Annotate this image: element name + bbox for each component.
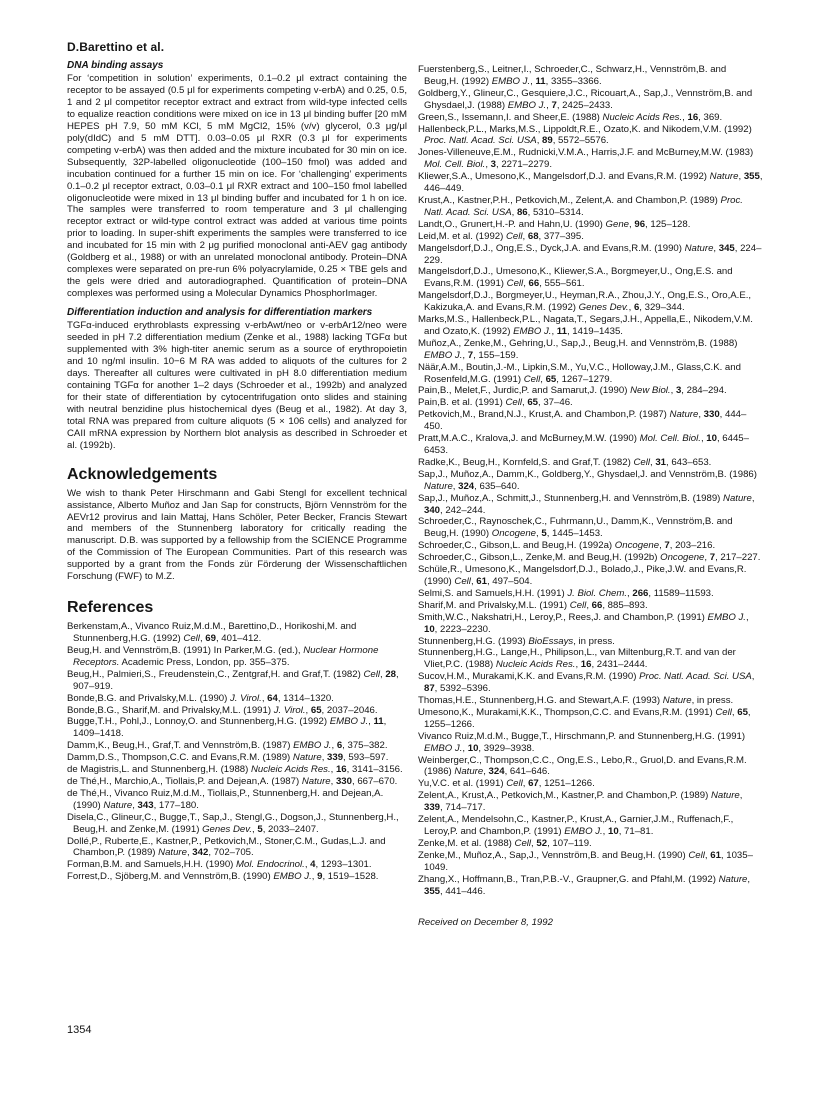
reference-authors: Pain,B. et al. (1991) xyxy=(418,397,506,409)
reference-volume: 343 xyxy=(137,799,154,811)
reference-volume: 340 xyxy=(424,504,441,516)
reference-entry: Bonde,B.G., Sharif,M. and Privalsky,M.L. (1991) J. Virol., 65, 2037–2046. xyxy=(67,704,378,716)
reference-journal: Cell xyxy=(506,230,523,242)
reference-authors: Sap,J., Muñoz,A., Damm,K., Goldberg,Y., Ghysdael,J. and Vennström,B. (1986) xyxy=(418,468,757,480)
reference-authors: Stunnenberg,H.G. (1993) xyxy=(418,635,529,647)
reference-entry: Sap,J., Muñoz,A., Damm,K., Goldberg,Y., Ghysdael,J. and Vennström,B. (1986) Nature, 324, 635–640. xyxy=(418,468,757,492)
reference-authors: Näär,A.M., Boutin,J.-M., Lipkin,S.M., Yu,V.C., Holloway,J.M., Glass,C.K. and Rosenfeld,M.G. (1991) xyxy=(418,361,741,385)
reference-pages: Academic Press, London, pp. 355–375. xyxy=(119,656,290,668)
reference-authors: Radke,K., Beug,H., Kornfeld,S. and Graf,T. (1982) xyxy=(418,456,634,468)
reference-journal: Mol. Cell. Biol. xyxy=(424,159,486,171)
reference-pages: , 107–119. xyxy=(547,837,592,849)
reference-authors: Selmi,S. and Samuels,H.H. (1991) xyxy=(418,587,568,599)
reference-journal: BioEssays xyxy=(528,635,574,647)
section-title-dna-binding: DNA binding assays xyxy=(67,60,164,71)
reference-entry: Schroeder,C., Gibson,L. and Beug,H. (1992a) Oncogene, 7, 203–216. xyxy=(418,540,716,552)
reference-volume: 339 xyxy=(424,802,441,814)
reference-authors: Damm,K., Beug,H., Graf,T. and Vennström,B. (1987) xyxy=(67,740,294,752)
reference-volume: 7 xyxy=(709,552,716,564)
reference-volume: 342 xyxy=(192,847,209,859)
reference-journal: EMBO J. xyxy=(424,349,463,361)
reference-journal: Genes Dev. xyxy=(578,302,629,314)
reference-volume: 6 xyxy=(633,302,640,314)
reference-entry xyxy=(67,645,407,669)
reference-journal: Nature xyxy=(723,492,752,504)
reference-journal: Cell xyxy=(454,575,471,587)
reference-authors: Smith,W.C., Nakshatri,H., Leroy,P., Rees,J. and Chambon,P. (1991) xyxy=(418,611,708,623)
reference-volume: 7 xyxy=(551,99,557,111)
reference-volume: 31 xyxy=(655,456,666,468)
reference-authors: Weinberger,C., Thompson,C.C., Ong,E.S., Lebo,R., Gruol,D. and Evans,R.M. (1986) xyxy=(418,754,747,778)
reference-volume: 266 xyxy=(632,587,649,599)
reference-volume: 64 xyxy=(267,692,278,704)
reference-pages: , 5572–5576. xyxy=(552,135,609,147)
reference-entry: Zenke,M. et al. (1988) Cell, 52, 107–119. xyxy=(418,837,592,849)
reference-entry: Leid,M. et al. (1992) Cell, 68, 377–395. xyxy=(418,230,584,242)
reference-volume: 16 xyxy=(687,111,699,123)
running-header-author: D.Barettino et al. xyxy=(67,40,165,54)
reference-journal: Oncogene xyxy=(660,552,705,564)
reference-pages: , 242–244. xyxy=(440,504,486,516)
reference-volume: 96 xyxy=(634,218,646,230)
reference-entry: Schüle,R., Umesono,K., Mangelsdorf,D.J., Bolado,J., Pike,J.W. and Evans,R. (1990) Cell, 61, 497–504. xyxy=(418,564,747,587)
reference-volume: 10 xyxy=(608,826,619,837)
left-column xyxy=(67,60,407,883)
reference-journal: Mol. Endocrinol. xyxy=(236,859,305,871)
reference-entry: Pain,B., Melet,F., Jurdic,P. and Samarut,J. (1990) New Biol., 3, 284–294. xyxy=(418,385,727,397)
reference-authors: Zenke,M. et al. (1988) xyxy=(418,837,515,849)
reference-pages: , 885–893. xyxy=(602,599,648,611)
reference-journal: Cell xyxy=(506,278,524,290)
reference-volume: 330 xyxy=(703,409,720,421)
reference-authors: Landt,O., Grunert,H.-P. and Hahn,U. (1990) xyxy=(418,218,606,230)
reference-pages: , 375–382. xyxy=(342,740,388,752)
reference-pages: , 2431–2444. xyxy=(591,659,648,671)
reference-entry: Selmi,S. and Samuels,H.H. (1991) J. Biol. Chem., 266, 11589–11593. xyxy=(418,587,714,599)
acknowledgements-text: We wish to thank Peter Hirschmann and Gabi Stengl for excellent technical assistance, Alberto Muñoz and Jan Sap for constructs, Björn Vennström for the AEVr12 provirus and Iain Mattaj, Hans Schöler, Peter Becker, Francis Stewart and members of the Stunnenberg laboratory for critically reading the manuscript. D.B. was supported by a fellowship from the SCIENCE Programme of the Commission of The European Communities. Part of this research was supported by a grant from the Fonds zür Förderung der Wissenschaftlichen Forschung (FWF) to M.Z. xyxy=(67,487,407,583)
reference-journal: EMBO J. xyxy=(293,740,332,752)
reference-journal: Cell xyxy=(506,778,523,790)
reference-entry: Damm,K., Beug,H., Graf,T. and Vennström,B. (1987) EMBO J., 6, 375–382. xyxy=(67,740,388,752)
reference-pages: , 5310–5314. xyxy=(527,206,584,218)
reference-authors: Schroeder,C., Gibson,L. and Beug,H. (1992a) xyxy=(418,540,615,552)
reference-journal: Nuclear Hormone Receptors. xyxy=(73,645,379,668)
reference-pages: , 635–640. xyxy=(474,480,520,492)
reference-entry: Sap,J., Muñoz,A., Schmitt,J., Stunnenberg,H. and Vennström,B. (1989) Nature, 340, 242–244. xyxy=(418,492,755,516)
reference-volume: 3 xyxy=(490,159,496,171)
reference-journal: Proc. Natl. Acad. Sci. USA xyxy=(424,194,743,218)
reference-entry: Goldberg,Y., Glineur,C., Gesquiere,J.C., Ricouart,A., Sap,J., Vennström,B. and Ghysdael,J. (1988) EMBO J., 7, 2425–2433. xyxy=(418,87,753,111)
reference-journal: Proc. Natl. Acad. Sci. USA xyxy=(424,135,537,147)
reference-pages: , 1255–1266. xyxy=(424,706,751,730)
reference-authors: Beug,H. and Vennström,B. (1991) In Parker,M.G. (ed.), xyxy=(67,645,304,657)
reference-journal: Nature xyxy=(718,873,748,885)
reference-journal: Cell xyxy=(183,633,200,645)
reference-entry: Bugge,T.H., Pohl,J., Lonnoy,O. and Stunnenberg,H.G. (1992) EMBO J., 11, 1409–1418. xyxy=(67,716,387,740)
reference-volume: 7 xyxy=(664,540,670,552)
reference-volume: 6 xyxy=(336,740,343,752)
reference-journal: Nucleic Acids Res. xyxy=(602,111,683,123)
reference-pages: , 155–159. xyxy=(473,349,519,361)
reference-volume: 10 xyxy=(706,433,717,445)
reference-authors: Sap,J., Muñoz,A., Schmitt,J., Stunnenberg,H. and Vennström,B. (1989) xyxy=(418,492,724,504)
reference-journal: EMBO J. xyxy=(507,99,547,111)
reference-volume: 65 xyxy=(545,373,557,385)
reference-entry: Umesono,K., Murakami,K.K., Thompson,C.C. and Evans,R.M. (1991) Cell, 65, 1255–1266. xyxy=(418,706,751,730)
reference-journal: Nature xyxy=(424,480,453,492)
reference-volume: 5 xyxy=(257,823,263,835)
reference-volume: 11 xyxy=(556,325,567,337)
reference-pages: , 329–344. xyxy=(639,302,685,314)
reference-volume: 5 xyxy=(541,528,547,540)
reference-volume: 3 xyxy=(675,385,682,397)
reference-pages: , 593–597. xyxy=(343,752,389,764)
reference-authors: Forrest,D., Sjöberg,M. and Vennström,B. (1990) xyxy=(67,871,274,883)
reference-volume: 87 xyxy=(424,683,435,695)
reference-pages: , 2425–2433. xyxy=(556,99,613,111)
reference-entry: Hallenbeck,P.L., Marks,M.S., Lippoldt,R.E., Ozato,K. and Nikodem,V.M. (1992) Proc. Natl. Acad. Sci. USA, 89, 5572–5576. xyxy=(418,123,752,147)
reference-entry: Sharif,M. and Privalsky,M.L. (1991) Cell, 66, 885–893. xyxy=(418,599,648,611)
reference-authors: Petkovich,M., Brand,N.J., Krust,A. and Chambon,P. (1987) xyxy=(418,409,670,421)
reference-journal: New Biol. xyxy=(630,385,671,397)
reference-pages: , 284–294. xyxy=(681,385,727,397)
reference-journal: Oncogene xyxy=(614,540,660,552)
reference-entry: Muñoz,A., Zenke,M., Gehring,U., Sap,J., Beug,H. and Vennström,B. (1988) EMBO J., 7, 155–159. xyxy=(418,337,738,361)
reference-authors: Yu,V.C. et al. (1991) xyxy=(418,778,507,790)
reference-authors: Dollé,P., Ruberte,E., Kastner,P., Petkovich,M., Stoner,C.M., Gudas,L.J. and Chambon,P. (1989) xyxy=(67,835,386,859)
reference-entry: Weinberger,C., Thompson,C.C., Ong,E.S., Lebo,R., Gruol,D. and Evans,R.M. (1986) Nature, 324, 641–646. xyxy=(418,754,747,778)
reference-pages: , 377–395. xyxy=(538,230,584,242)
reference-volume: 28 xyxy=(385,668,397,680)
reference-volume: 11 xyxy=(373,716,384,728)
reference-pages: , 3141–3156. xyxy=(346,764,403,776)
reference-authors: Goldberg,Y., Glineur,C., Gesquiere,J.C., Ricouart,A., Sap,J., Vennström,B. and Ghysdael,J. (1988) xyxy=(418,87,753,111)
reference-entry: Stunnenberg,H.G., Lange,H., Philipson,L., van Miltenburg,R.T. and van der Vliet,P.C. (1988) Nucleic Acids Res., 16, 2431–2444. xyxy=(418,647,736,671)
reference-authors: Muñoz,A., Zenke,M., Gehring,U., Sap,J., Beug,H. and Vennström,B. (1988) xyxy=(418,337,738,349)
reference-entry: Zelent,A., Mendelsohn,C., Kastner,P., Krust,A., Garnier,J.M., Ruffenach,F., Leroy,P. and Chambon,P. (1991) EMBO J., 10, 71–81. xyxy=(418,814,734,837)
reference-pages: , 641–646. xyxy=(504,766,550,778)
references-heading: References xyxy=(67,599,154,617)
reference-pages: , 1267–1279. xyxy=(556,373,613,385)
reference-authors: Vivanco Ruiz,M.d.M., Bugge,T., Hirschmann,P. and Stunnenberg,H.G. (1991) xyxy=(418,730,746,742)
reference-pages: , in press. xyxy=(573,635,615,647)
reference-volume: 66 xyxy=(591,599,603,611)
reference-authors: Bonde,B.G. and Privalsky,M.L. (1990) xyxy=(67,692,230,704)
reference-authors: Bugge,T.H., Pohl,J., Lonnoy,O. and Stunnenberg,H.G. (1992) xyxy=(67,716,330,728)
reference-pages: , 203–216. xyxy=(669,540,716,552)
reference-authors: Zelent,A., Mendelsohn,C., Kastner,P., Krust,A., Garnier,J.M., Ruffenach,F., Leroy,P. and Chambon,P. (1991) xyxy=(418,814,734,837)
reference-entry xyxy=(418,636,763,648)
acknowledgements-heading: Acknowledgements xyxy=(67,465,218,483)
reference-authors: Leid,M. et al. (1992) xyxy=(418,230,506,242)
reference-authors: Sucov,H.M., Murakami,K.K. and Evans,R.M. (1990) xyxy=(418,671,640,683)
reference-entry: Green,S., Issemann,I. and Sheer,E. (1988) Nucleic Acids Res., 16, 369. xyxy=(418,111,723,123)
reference-entry: Pain,B. et al. (1991) Cell, 65, 37–46. xyxy=(418,397,573,409)
reference-journal: Mol. Cell. Biol. xyxy=(639,433,701,445)
reference-entry: Schroeder,C., Gibson,L., Zenke,M. and Beug,H. (1992b) Oncogene, 7, 217–227. xyxy=(418,552,761,564)
reference-entry: Landt,O., Grunert,H.-P. and Hahn,U. (1990) Gene, 96, 125–128. xyxy=(418,218,691,230)
reference-volume: 7 xyxy=(467,349,474,361)
reference-volume: 67 xyxy=(528,778,539,790)
reference-pages: , 177–180. xyxy=(153,799,199,811)
reference-volume: 324 xyxy=(458,480,475,492)
reference-pages: , 441–446. xyxy=(440,885,486,897)
reference-pages: , 555–561. xyxy=(539,278,585,290)
reference-authors: Pratt,M.A.C., Kralova,J. and McBurney,M.W. (1990) xyxy=(418,433,640,445)
reference-pages: , 1251–1266. xyxy=(538,778,595,790)
reference-journal: Genes Dev. xyxy=(202,823,253,835)
reference-authors: Kliewer,S.A., Umesono,K., Mangelsdorf,D.J. and Evans,R.M. (1992) xyxy=(418,171,710,183)
reference-journal: Nature xyxy=(662,695,692,707)
reference-entry: Fuerstenberg,S., Leitner,I., Schroeder,C., Schwarz,H., Vennström,B. and Beug,H. (1992) EMBO J., 11, 3355–3366. xyxy=(418,64,727,87)
reference-entry: Vivanco Ruiz,M.d.M., Bugge,T., Hirschmann,P. and Stunnenberg,H.G. (1991) EMBO J., 10, 3929–3938. xyxy=(418,730,746,754)
reference-pages: , 1314–1320. xyxy=(277,692,334,704)
reference-entry: Kliewer,S.A., Umesono,K., Mangelsdorf,D.J. and Evans,R.M. (1992) Nature, 355, 446–449. xyxy=(418,171,763,195)
reference-authors: Krust,A., Kastner,P.H., Petkovich,M., Zelent,A. and Chambon,P. (1989) xyxy=(418,194,721,206)
reference-entry: Zhang,X., Hoffmann,B., Tran,P.B.-V., Graupner,G. and Pfahl,M. (1992) Nature, 355, 441–446. xyxy=(418,873,751,897)
reference-pages: , 125–128. xyxy=(645,218,691,230)
reference-volume: 69 xyxy=(205,633,216,645)
reference-pages: , 224–229. xyxy=(424,242,762,266)
reference-pages: , 6445–6453. xyxy=(424,433,749,456)
reference-pages: , 444–450. xyxy=(424,409,747,433)
reference-authors: Mangelsdorf,D.J., Ong,E.S., Dyck,J.A. and Evans,R.M. (1990) xyxy=(418,242,685,254)
reference-journal: Nature xyxy=(301,776,331,787)
reference-pages: , 2271–2279. xyxy=(496,159,553,171)
reference-pages: , 714–717. xyxy=(440,802,486,814)
reference-pages: , 37–46. xyxy=(538,397,573,409)
reference-journal: Cell xyxy=(514,837,532,849)
section-title-differentiation: Differentiation induction and analysis for differentiation markers xyxy=(67,307,373,319)
reference-authors: Fuerstenberg,S., Leitner,I., Schroeder,C., Schwarz,H., Vennström,B. and Beug,H. (1992) xyxy=(418,64,727,87)
reference-entry: Näär,A.M., Boutin,J.-M., Lipkin,S.M., Yu,V.C., Holloway,J.M., Glass,C.K. and Rosenfeld,M.G. (1991) Cell, 65, 1267–1279. xyxy=(418,361,741,385)
reference-authors: Zenke,M., Muñoz,A., Sap,J., Vennström,B. and Beug,H. (1990) xyxy=(418,849,689,861)
reference-volume: 355 xyxy=(743,171,760,183)
reference-entry: de Thé,H., Vivanco Ruiz,M.d.M., Tiollais,P., Stunnenberg,H. and Dejean,A. (1990) Nature, 343, 177–180. xyxy=(67,787,384,811)
reference-authors: Hallenbeck,P.L., Marks,M.S., Lippoldt,R.E., Ozato,K. and Nikodem,V.M. (1992) xyxy=(418,123,752,135)
reference-journal: Cell xyxy=(715,706,732,718)
reference-volume: 86 xyxy=(516,206,528,218)
reference-volume: 11 xyxy=(535,75,546,87)
reference-pages: , 3355–3366. xyxy=(545,75,602,87)
reference-entry xyxy=(418,695,763,707)
reference-journal: EMBO J. xyxy=(707,611,746,623)
reference-journal: Cell xyxy=(688,849,705,861)
reference-journal: Cell xyxy=(633,456,650,468)
reference-volume: 339 xyxy=(327,752,344,764)
reference-pages: , 2033–2407. xyxy=(262,823,319,835)
reference-journal: Cell xyxy=(523,373,541,385)
reference-entry: Jones-Villeneuve,E.M., Rudnicki,V.M.A., Harris,J.F. and McBurney,M.W. (1983) Mol. Cell. Biol., 3, 2271–2279. xyxy=(418,147,754,171)
reference-volume: 65 xyxy=(310,704,322,716)
reference-journal: J. Virol. xyxy=(230,692,262,704)
reference-volume: 16 xyxy=(335,764,347,776)
reference-entry: Forrest,D., Sjöberg,M. and Vennström,B. (1990) EMBO J., 9, 1519–1528. xyxy=(67,871,379,883)
reference-volume: 10 xyxy=(467,742,479,754)
reference-entry: Berkenstam,A., Vivanco Ruiz,M.d.M., Barettino,D., Horikoshi,M. and Stunnenberg,H.G. (1992) Cell, 69, 401–412. xyxy=(67,621,357,645)
reference-pages: , 1445–1453. xyxy=(546,528,603,540)
reference-entry: Mangelsdorf,D.J., Ong,E.S., Dyck,J.A. and Evans,R.M. (1990) Nature, 345, 224–229. xyxy=(418,242,762,266)
page-number: 1354 xyxy=(67,1024,92,1036)
reference-journal: Nature xyxy=(454,766,484,778)
reference-authors: Mangelsdorf,D.J., Borgmeyer,U., Heyman,R.A., Zhou,J.Y., Ong,E.S., Oro,A.E., Kakizuka,A. and Evans,R.M. (1992) xyxy=(418,290,752,314)
reference-journal: EMBO J. xyxy=(491,75,531,87)
reference-entry: Bonde,B.G. and Privalsky,M.L. (1990) J. Virol., 64, 1314–1320. xyxy=(67,692,334,704)
reference-pages: , 1409–1418. xyxy=(73,716,387,740)
reference-journal: Nature xyxy=(158,847,187,859)
reference-entry: Radke,K., Beug,H., Kornfeld,S. and Graf,T. (1982) Cell, 31, 643–653. xyxy=(418,456,712,468)
received-date: Received on December 8, 1992 xyxy=(418,917,553,929)
reference-pages: , 5392–5396. xyxy=(434,683,491,695)
right-column xyxy=(418,64,763,929)
reference-entry: Smith,W.C., Nakshatri,H., Leroy,P., Rees,J. and Chambon,P. (1991) EMBO J., 10, 2223–2230. xyxy=(418,611,749,635)
reference-authors: de Magistris,L. and Stunnenberg,H. (1988) xyxy=(67,764,251,776)
reference-journal: J. Virol. xyxy=(273,704,306,716)
reference-entry: Schroeder,C., Raynoschek,C., Fuhrmann,U., Damm,K., Vennström,B. and Beug,H. (1990) Oncogene, 5, 1445–1453. xyxy=(418,516,733,540)
reference-volume: 4 xyxy=(310,859,316,871)
reference-volume: 61 xyxy=(710,849,721,861)
section-text-dna-binding: For ‘competition in solution’ experiments, 0.1–0.2 μl extract containing the receptor to be assayed (0.5 μl for experiments competing v-erbA) and 0.25, 0.5, 1 and 2 μl competitor receptor extract and extract from wild-type infected cells to equalize reaction conditions were mixed on ice in 13 μl binding buffer [20 mM HEPES pH 7.9, 50 mM KCl, 5 mM MgCl2, 15% (v/v) glycerol, 0.3 μg/μl poly(dIdC) and 5 mM DTT]. 0.03–0.05 μl RXR (0.3 μl for experiments competing v-erbA) was then added and the mixture incubated for 30 min on ice. Subsequently, 32P-labelled oligonucleotide (100–150 fmol) was added and incubation continued for a further 15 min on ice. For ‘challenging’ experiments 0.1–0.2 μl receptor extract, 0.03–0.1 μl RXR extract and 100–150 fmol labelled oligonucleotide were mixed in 13 μl binding buffer and incubated for 1 h on ice. The samples were transferred to room temperature and 3 μl challenging receptor extract or wild-type control extract was added at various time points prior to loading. In super-shift experiments the samples were transferred to ice and incubated for 15 min with 2 μg purified monoclonal anti-AEV gag antibody (Goldberg et al., 1988) or with an unrelated monoclonal antibody. Protein–DNA complexes were separated on pre-run 6% polyacrylamide, 0.25 × TBE gels and the gels were dried and autoradiographed. Quantification of protein–DNA complexes was performed using a Molecular Dynamics PhosphorImager. xyxy=(67,73,407,300)
reference-pages: , 3929–3938. xyxy=(478,742,535,754)
reference-pages: , 217–227. xyxy=(715,552,761,564)
reference-authors: Berkenstam,A., Vivanco Ruiz,M.d.M., Barettino,D., Horikoshi,M. and Stunnenberg,H.G. (1992) xyxy=(67,621,357,645)
reference-volume: 10 xyxy=(424,623,435,635)
reference-authors: Zelent,A., Krust,A., Petkovich,M., Kastner,P. and Chambon,P. (1989) xyxy=(418,790,711,802)
reference-journal: Oncogene xyxy=(491,528,537,540)
reference-pages: , 497–504. xyxy=(486,575,533,587)
reference-volume: 61 xyxy=(476,575,487,587)
reference-pages: , 643–653. xyxy=(665,456,712,468)
reference-pages: , 1293–1301. xyxy=(315,859,372,871)
reference-authors: Beug,H., Palmieri,S., Freudenstein,C., Zentgraf,H. and Graf,T. (1982) xyxy=(67,668,364,680)
reference-entry: Zenke,M., Muñoz,A., Sap,J., Vennström,B. and Beug,H. (1990) Cell, 61, 1035–1049. xyxy=(418,849,753,873)
reference-authors: Forman,B.M. and Samuels,H.H. (1990) xyxy=(67,859,237,871)
reference-entry: Marks,M.S., Hallenbeck,P.L., Nagata,T., Segars,J.H., Appella,E., Nikodem,V.M. and Ozato,K. (1992) EMBO J., 11, 1419–1435. xyxy=(418,314,753,337)
reference-authors: Sharif,M. and Privalsky,M.L. (1991) xyxy=(418,599,570,611)
reference-entry: Pratt,M.A.C., Kralova,J. and McBurney,M.W. (1990) Mol. Cell. Biol., 10, 6445–6453. xyxy=(418,433,749,456)
reference-pages: , 11589–11593. xyxy=(648,587,714,599)
reference-journal: Cell xyxy=(363,668,380,680)
reference-volume: 330 xyxy=(335,776,352,787)
reference-authors: Thomas,H.E., Stunnenberg,H.G. and Stewart,A.F. (1993) xyxy=(418,695,663,707)
reference-authors: Disela,C., Glineur,C., Bugge,T., Sap,J., Stengl,G., Dogson,J., Stunnenberg,H., Beug,H. and Zenke,M. (1991) xyxy=(67,811,399,835)
reference-authors: Bonde,B.G., Sharif,M. and Privalsky,M.L. (1991) xyxy=(67,704,274,716)
reference-pages: , 2037–2046. xyxy=(321,704,378,716)
reference-entry: Sucov,H.M., Murakami,K.K. and Evans,R.M. (1990) Proc. Natl. Acad. Sci. USA, 87, 5392–5396. xyxy=(418,671,755,695)
reference-volume: 16 xyxy=(580,659,592,671)
reference-pages: , 401–412. xyxy=(215,633,262,645)
reference-journal: EMBO J. xyxy=(273,871,312,883)
reference-journal: Nucleic Acids Res. xyxy=(251,764,331,776)
reference-authors: Umesono,K., Murakami,K.K., Thompson,C.C. and Evans,R.M. (1991) xyxy=(418,706,716,718)
reference-entry: Disela,C., Glineur,C., Bugge,T., Sap,J., Stengl,G., Dogson,J., Stunnenberg,H., Beug,H. and Zenke,M. (1991) Genes Dev., 5, 2033–2407. xyxy=(67,811,399,835)
reference-entry: Damm,D.S., Thompson,C.C. and Evans,R.M. (1989) Nature, 339, 593–597. xyxy=(67,752,389,764)
reference-pages: , 702–705. xyxy=(208,847,254,859)
reference-authors: Schroeder,C., Raynoschek,C., Fuhrmann,U., Damm,K., Vennström,B. and Beug,H. (1990) xyxy=(418,516,733,540)
reference-journal: J. Biol. Chem. xyxy=(567,587,628,599)
reference-journal: Gene xyxy=(605,218,630,230)
reference-pages: , 71–81. xyxy=(618,826,654,837)
reference-volume: 345 xyxy=(718,242,735,254)
reference-entry: Zelent,A., Krust,A., Petkovich,M., Kastner,P. and Chambon,P. (1989) Nature, 339, 714–717. xyxy=(418,790,743,814)
reference-authors: Schroeder,C., Gibson,L., Zenke,M. and Beug,H. (1992b) xyxy=(418,552,661,564)
reference-pages: , 1519–1528. xyxy=(322,871,379,883)
reference-pages: , 2223–2230. xyxy=(434,623,491,635)
reference-journal: EMBO J. xyxy=(513,325,552,337)
reference-entry: Krust,A., Kastner,P.H., Petkovich,M., Zelent,A. and Chambon,P. (1989) Proc. Natl. Acad. Sci. USA, 86, 5310–5314. xyxy=(418,194,743,218)
reference-pages: , in press. xyxy=(691,695,734,707)
reference-journal: EMBO J. xyxy=(424,742,463,754)
reference-authors: Zhang,X., Hoffmann,B., Tran,P.B.-V., Graupner,G. and Pfahl,M. (1992) xyxy=(418,873,719,885)
reference-volume: 52 xyxy=(536,837,548,849)
reference-journal: Nature xyxy=(710,790,740,802)
reference-journal: Nature xyxy=(669,409,699,421)
reference-journal: Nature xyxy=(103,799,133,811)
reference-pages: , 667–670. xyxy=(351,776,398,787)
reference-list-right xyxy=(418,64,763,897)
reference-volume: 89 xyxy=(542,135,553,147)
reference-journal: Proc. Natl. Acad. Sci. USA xyxy=(639,671,752,683)
reference-authors: Green,S., Issemann,I. and Sheer,E. (1988) xyxy=(418,111,603,123)
reference-entry: de Thé,H., Marchio,A., Tiollais,P. and Dejean,A. (1987) Nature, 330, 667–670. xyxy=(67,776,398,787)
reference-volume: 68 xyxy=(527,230,539,242)
reference-volume: 65 xyxy=(527,397,539,409)
reference-journal: Cell xyxy=(505,397,522,409)
reference-volume: 324 xyxy=(488,766,505,778)
reference-pages: , 907–919. xyxy=(73,668,399,692)
reference-volume: 66 xyxy=(528,278,540,290)
reference-pages: , 1419–1435. xyxy=(566,325,623,337)
reference-entry: Yu,V.C. et al. (1991) Cell, 67, 1251–1266. xyxy=(418,778,595,790)
reference-volume: 65 xyxy=(737,706,748,718)
reference-journal: Nucleic Acids Res. xyxy=(495,659,576,671)
reference-authors: Pain,B., Melet,F., Jurdic,P. and Samarut,J. (1990) xyxy=(418,385,631,397)
reference-authors: de Thé,H., Marchio,A., Tiollais,P. and Dejean,A. (1987) xyxy=(67,776,302,787)
reference-authors: Jones-Villeneuve,E.M., Rudnicki,V.M.A., Harris,J.F. and McBurney,M.W. (1983) xyxy=(418,147,754,159)
reference-journal: Nature xyxy=(292,752,322,764)
reference-authors: Schüle,R., Umesono,K., Mangelsdorf,D.J., Bolado,J., Pike,J.W. and Evans,R. (1990) xyxy=(418,564,747,587)
reference-authors: Stunnenberg,H.G., Lange,H., Philipson,L., van Miltenburg,R.T. and van der Vliet,P.C. (1988) xyxy=(418,647,736,671)
reference-journal: EMBO J. xyxy=(564,826,603,837)
section-text-differentiation: TGFα-induced erythroblasts expressing v-erbAwt/neo or v-erbAr12/neo were seeded in pH 7.2 differentiation medium (Zenke et al., 1988) lacking TGFα but supplemented with 3% high-titer anemic serum as a source of erythropoietin and 10 ng/ml insulin. 10−6 M RA was added to aliquots of the cultures for 2 days. Thereafter all cultures were cultivated in pH 8.0 differentiation medium containing TGFα for another 1–2 days (Schroeder et al., 1992b) and analyzed for their state of differentiation by cytocentrifugation onto slides and staining with neutral benzidine plus histochemical dyes (Beug et al., 1982). At day 3, total RNA was prepared from culture aliquots (5 × 106 cells) and analyzed for CAII mRNA expression by Northern blot analysis as described in Schroeder et al. (1992b). xyxy=(67,320,407,451)
reference-entry: Dollé,P., Ruberte,E., Kastner,P., Petkovich,M., Stoner,C.M., Gudas,L.J. and Chambon,P. (1989) Nature, 342, 702–705. xyxy=(67,835,386,859)
reference-entry: de Magistris,L. and Stunnenberg,H. (1988) Nucleic Acids Res., 16, 3141–3156. xyxy=(67,764,403,776)
reference-entry: Forman,B.M. and Samuels,H.H. (1990) Mol. Endocrinol., 4, 1293–1301. xyxy=(67,859,372,871)
reference-entry: Mangelsdorf,D.J., Borgmeyer,U., Heyman,R.A., Zhou,J.Y., Ong,E.S., Oro,A.E., Kakizuka,A. and Evans,R.M. (1992) Genes Dev., 6, 329–344. xyxy=(418,290,752,314)
reference-pages: , 369. xyxy=(698,111,723,123)
reference-authors: Damm,D.S., Thompson,C.C. and Evans,R.M. (1989) xyxy=(67,752,293,764)
reference-pages: , 446–449. xyxy=(424,171,763,195)
reference-authors: de Thé,H., Vivanco Ruiz,M.d.M., Tiollais,P., Stunnenberg,H. and Dejean,A. (1990) xyxy=(67,787,384,811)
reference-entry: Beug,H., Palmieri,S., Freudenstein,C., Zentgraf,H. and Graf,T. (1982) Cell, 28, 907–919. xyxy=(67,668,399,692)
reference-pages: , 1035–1049. xyxy=(424,849,753,873)
reference-volume: 9 xyxy=(317,871,323,883)
reference-journal: Cell xyxy=(569,599,587,611)
reference-journal: EMBO J. xyxy=(329,716,369,728)
reference-entry: Mangelsdorf,D.J., Umesono,K., Kliewer,S.A., Borgmeyer,U., Ong,E.S. and Evans,R.M. (1991) Cell, 66, 555–561. xyxy=(418,266,733,290)
reference-authors: Mangelsdorf,D.J., Umesono,K., Kliewer,S.A., Borgmeyer,U., Ong,E.S. and Evans,R.M. (1991) xyxy=(418,266,733,290)
reference-authors: Marks,M.S., Hallenbeck,P.L., Nagata,T., Segars,J.H., Appella,E., Nikodem,V.M. and Ozato,K. (1992) xyxy=(418,314,753,337)
reference-journal: Nature xyxy=(709,171,739,183)
reference-volume: 355 xyxy=(424,885,441,897)
reference-entry: Petkovich,M., Brand,N.J., Krust,A. and Chambon,P. (1987) Nature, 330, 444–450. xyxy=(418,409,747,433)
reference-list-left xyxy=(67,621,407,883)
reference-journal: Nature xyxy=(684,242,714,254)
